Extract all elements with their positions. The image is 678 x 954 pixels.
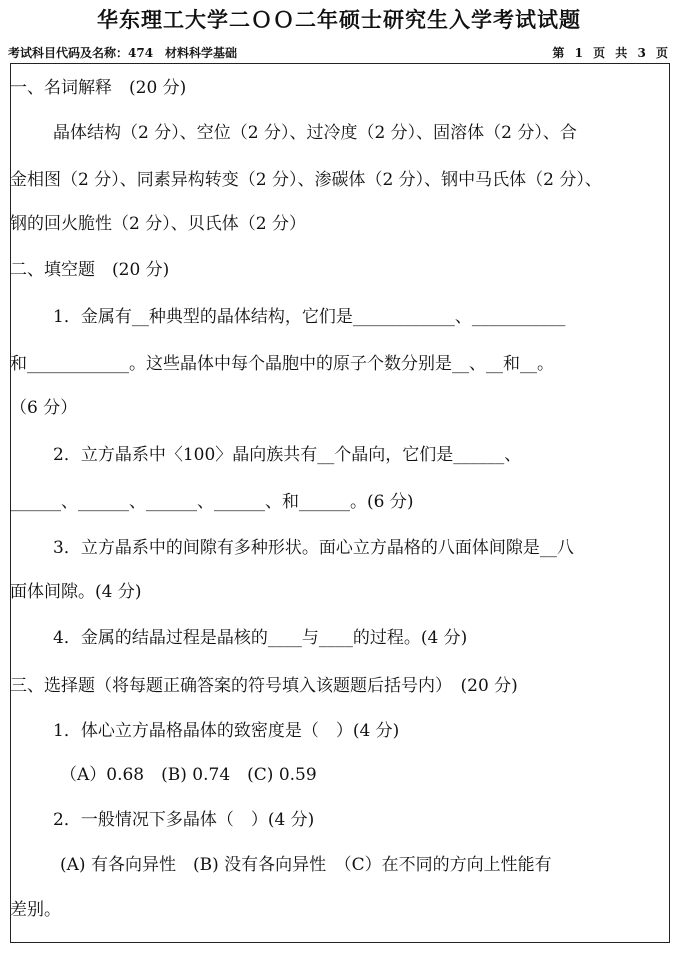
question-line: 3．立方晶系中的间隙有多种形状。面心立方晶格的八面体间隙是__八 — [53, 538, 574, 558]
section-heading: 一、名词解释 (20 分) — [10, 78, 187, 98]
question-line: 面体间隙。(4 分) — [10, 582, 142, 602]
text-line: 钢的回火脆性（2 分）、贝氏体（2 分） — [10, 214, 306, 234]
option-line: （A）0.68 (B) 0.74 (C) 0.59 — [60, 765, 317, 785]
text-line: 金相图（2 分）、同素异构转变（2 分）、渗碳体（2 分）、钢中马氏体（2 分）、 — [10, 170, 602, 190]
section-heading: 二、填空题 (20 分) — [10, 260, 170, 280]
option-line: (A) 有各向异性 (B) 没有各向异性 （C）在不同的方向上性能有 — [60, 855, 552, 875]
exam-title: 华东理工大学二ＯＯ二年硕士研究生入学考试试题 — [97, 7, 581, 32]
question-line: 和____________。这些晶体中每个晶胞中的原子个数分别是__、__和__。 — [10, 354, 554, 374]
section-heading: 三、选择题（将每题正确答案的符号填入该题题后括号内） (20 分) — [10, 676, 518, 696]
page-info: 第 1 页 共 3 页 — [552, 46, 668, 60]
question-line: 1．金属有__种典型的晶体结构，它们是____________、___________ — [53, 307, 566, 327]
question-line: ______、______、______、______、和______。(6 分) — [10, 492, 414, 512]
question-line: 2．一般情况下多晶体（ ）(4 分) — [53, 810, 315, 830]
question-line: 1．体心立方晶格晶体的致密度是（ ）(4 分) — [53, 721, 400, 741]
question-line: 4．金属的结晶过程是晶核的____与____的过程。(4 分) — [53, 628, 468, 648]
text-line: 晶体结构（2 分）、空位（2 分）、过冷度（2 分）、固溶体（2 分）、合 — [53, 123, 577, 143]
text-line: 差别。 — [10, 900, 61, 920]
question-line: 2．立方晶系中〈100〉晶向族共有__个晶向，它们是______、 — [53, 445, 522, 465]
subject-line: 考试科目代码及名称：474 材料科学基础 — [8, 46, 238, 60]
question-line: （6 分） — [10, 398, 78, 418]
